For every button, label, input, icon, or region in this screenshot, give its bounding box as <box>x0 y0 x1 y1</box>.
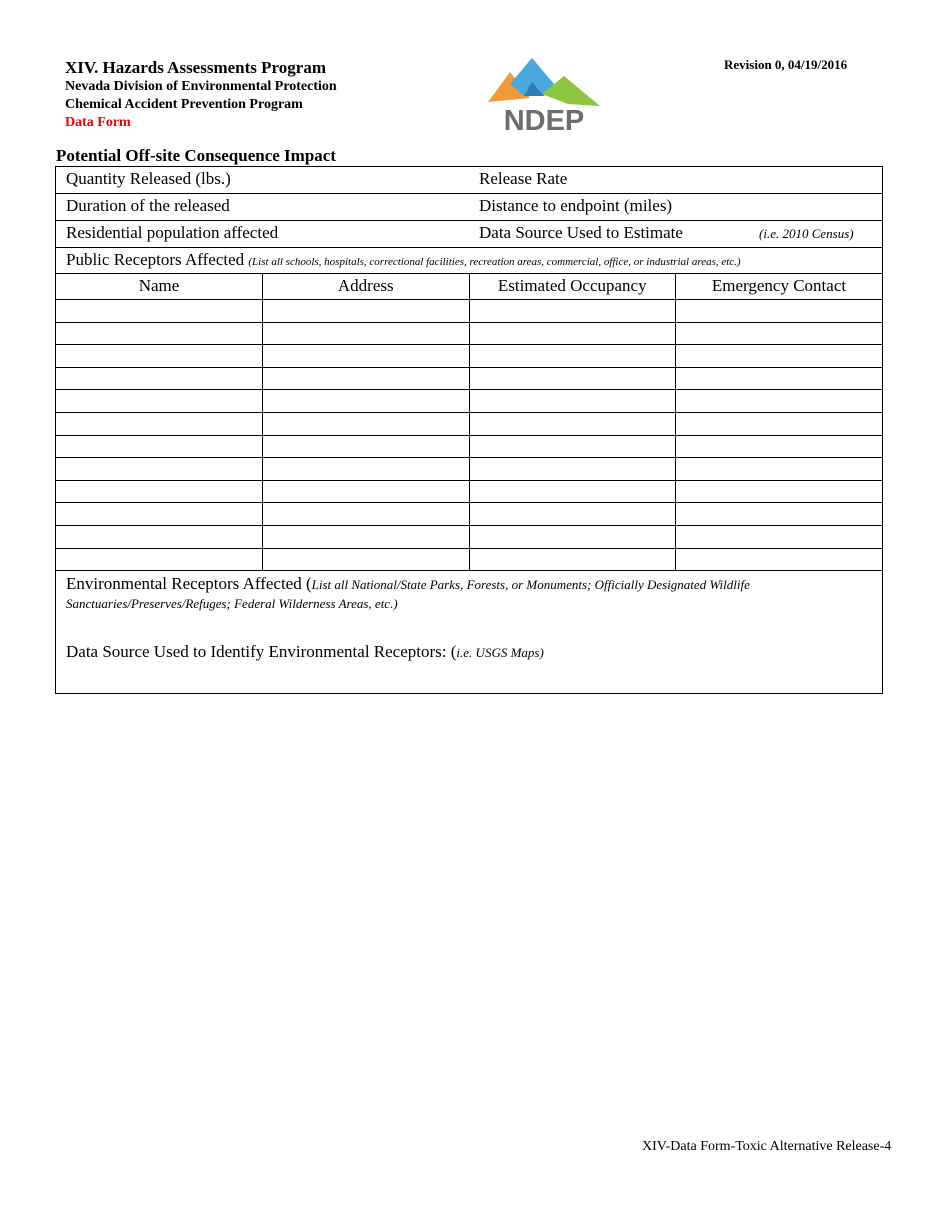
environmental-receptors-label: Environmental Receptors Affected <box>66 574 302 593</box>
public-receptors-heading <box>66 250 741 270</box>
table-cell[interactable] <box>263 480 470 503</box>
table-cell[interactable] <box>263 322 470 345</box>
table-cell[interactable] <box>676 390 883 413</box>
table-cell[interactable] <box>469 480 676 503</box>
release-rate-field-label: Release Rate <box>479 169 568 188</box>
column-header-emergency-contact: Emergency Contact <box>676 273 883 300</box>
page-footer: XIV-Data Form-Toxic Alternative Release-4 <box>642 1139 892 1154</box>
column-header-name: Name <box>56 273 263 300</box>
table-cell[interactable] <box>469 525 676 548</box>
table-cell[interactable] <box>469 390 676 413</box>
table-cell[interactable] <box>469 412 676 435</box>
table-cell[interactable] <box>263 300 470 323</box>
table-cell[interactable] <box>263 458 470 481</box>
table-cell[interactable] <box>676 480 883 503</box>
table-row <box>56 300 882 323</box>
table-cell[interactable] <box>676 458 883 481</box>
table-cell[interactable] <box>676 435 883 458</box>
table-cell[interactable] <box>469 435 676 458</box>
logo-text: NDEP <box>503 105 585 134</box>
environmental-receptors-heading: Environmental Receptors Affected (List all National/State Parks, Forests, or Monuments; Officially Designated Wildlife Sanctuaries/Preserves/Refuges; Federal Wilderness Areas, etc.) <box>66 574 750 611</box>
table-cell[interactable] <box>263 367 470 390</box>
form-row-residential <box>56 221 882 248</box>
table-cell[interactable] <box>56 435 263 458</box>
table-cell[interactable] <box>56 300 263 323</box>
table-row <box>56 322 882 345</box>
table-cell[interactable] <box>469 300 676 323</box>
table-cell[interactable] <box>676 322 883 345</box>
table-cell[interactable] <box>676 300 883 323</box>
table-cell[interactable] <box>676 525 883 548</box>
form-type-label: Data Form <box>65 115 131 130</box>
duration-field-label: Duration of the released <box>66 196 230 215</box>
table-row <box>56 345 882 368</box>
table-cell[interactable] <box>469 322 676 345</box>
column-header-address: Address <box>263 273 470 300</box>
data-source-estimate-label: Data Source Used to Estimate <box>479 223 683 242</box>
program-name: Chemical Accident Prevention Program <box>65 97 303 112</box>
table-cell[interactable] <box>56 322 263 345</box>
program-title: XIV. Hazards Assessments Program <box>65 58 326 77</box>
table-cell[interactable] <box>263 503 470 526</box>
public-receptors-label: Public Receptors Affected <box>66 250 245 269</box>
table-header-row <box>56 273 882 300</box>
table-cell[interactable] <box>469 548 676 571</box>
table-cell[interactable] <box>56 390 263 413</box>
mountains-logo-icon <box>484 54 604 134</box>
table-cell[interactable] <box>263 412 470 435</box>
table-cell[interactable] <box>56 412 263 435</box>
table-cell[interactable] <box>56 525 263 548</box>
table-cell[interactable] <box>676 412 883 435</box>
quantity-field-label: Quantity Released (lbs.) <box>66 169 231 188</box>
form-row-public-receptors <box>56 248 882 274</box>
table-cell[interactable] <box>469 458 676 481</box>
table-row <box>56 367 882 390</box>
public-receptors-table <box>56 273 882 571</box>
table-cell[interactable] <box>56 548 263 571</box>
table-row <box>56 503 882 526</box>
table-cell[interactable] <box>263 548 470 571</box>
table-cell[interactable] <box>56 503 263 526</box>
revision-label: Revision 0, 04/19/2016 <box>724 57 848 72</box>
table-cell[interactable] <box>56 480 263 503</box>
table-row <box>56 412 882 435</box>
table-cell[interactable] <box>263 345 470 368</box>
table-cell[interactable] <box>676 345 883 368</box>
environmental-data-source: Data Source Used to Identify Environmental Receptors: (i.e. USGS Maps) <box>66 642 544 661</box>
form-row-quantity <box>56 167 882 194</box>
table-cell[interactable] <box>263 390 470 413</box>
consequence-form <box>55 166 883 694</box>
document-header <box>65 57 337 132</box>
table-cell[interactable] <box>469 503 676 526</box>
table-cell[interactable] <box>263 525 470 548</box>
table-row <box>56 390 882 413</box>
environmental-data-source-note: i.e. USGS Maps) <box>456 645 544 660</box>
public-receptors-note: (List all schools, hospitals, correctional facilities, recreation areas, commercial, office, or industrial areas, etc.) <box>248 256 741 268</box>
table-row <box>56 525 882 548</box>
table-cell[interactable] <box>676 367 883 390</box>
section-title: Potential Off-site Consequence Impact <box>56 146 336 165</box>
residential-field-label: Residential population affected <box>66 223 279 242</box>
table-row <box>56 480 882 503</box>
division-name: Nevada Division of Environmental Protection <box>65 79 337 94</box>
table-row <box>56 435 882 458</box>
distance-field-label: Distance to endpoint (miles) <box>479 196 673 215</box>
census-note: (i.e. 2010 Census) <box>759 226 854 241</box>
table-cell[interactable] <box>56 367 263 390</box>
form-row-duration <box>56 194 882 221</box>
table-row <box>56 458 882 481</box>
column-header-occupancy: Estimated Occupancy <box>469 273 676 300</box>
table-cell[interactable] <box>56 458 263 481</box>
table-cell[interactable] <box>469 367 676 390</box>
environmental-data-source-label: Data Source Used to Identify Environmental Receptors: <box>66 642 447 661</box>
environmental-receptors-note: List all National/State Parks, Forests, or Monuments; Officially Designated Wildlife Sanctuaries/Preserves/Refuges; Federal Wilderness Areas, etc.) <box>66 577 750 611</box>
table-row <box>56 548 882 571</box>
ndep-logo <box>484 54 604 134</box>
table-cell[interactable] <box>263 435 470 458</box>
table-cell[interactable] <box>469 345 676 368</box>
table-cell[interactable] <box>676 503 883 526</box>
table-cell[interactable] <box>676 548 883 571</box>
table-cell[interactable] <box>56 345 263 368</box>
